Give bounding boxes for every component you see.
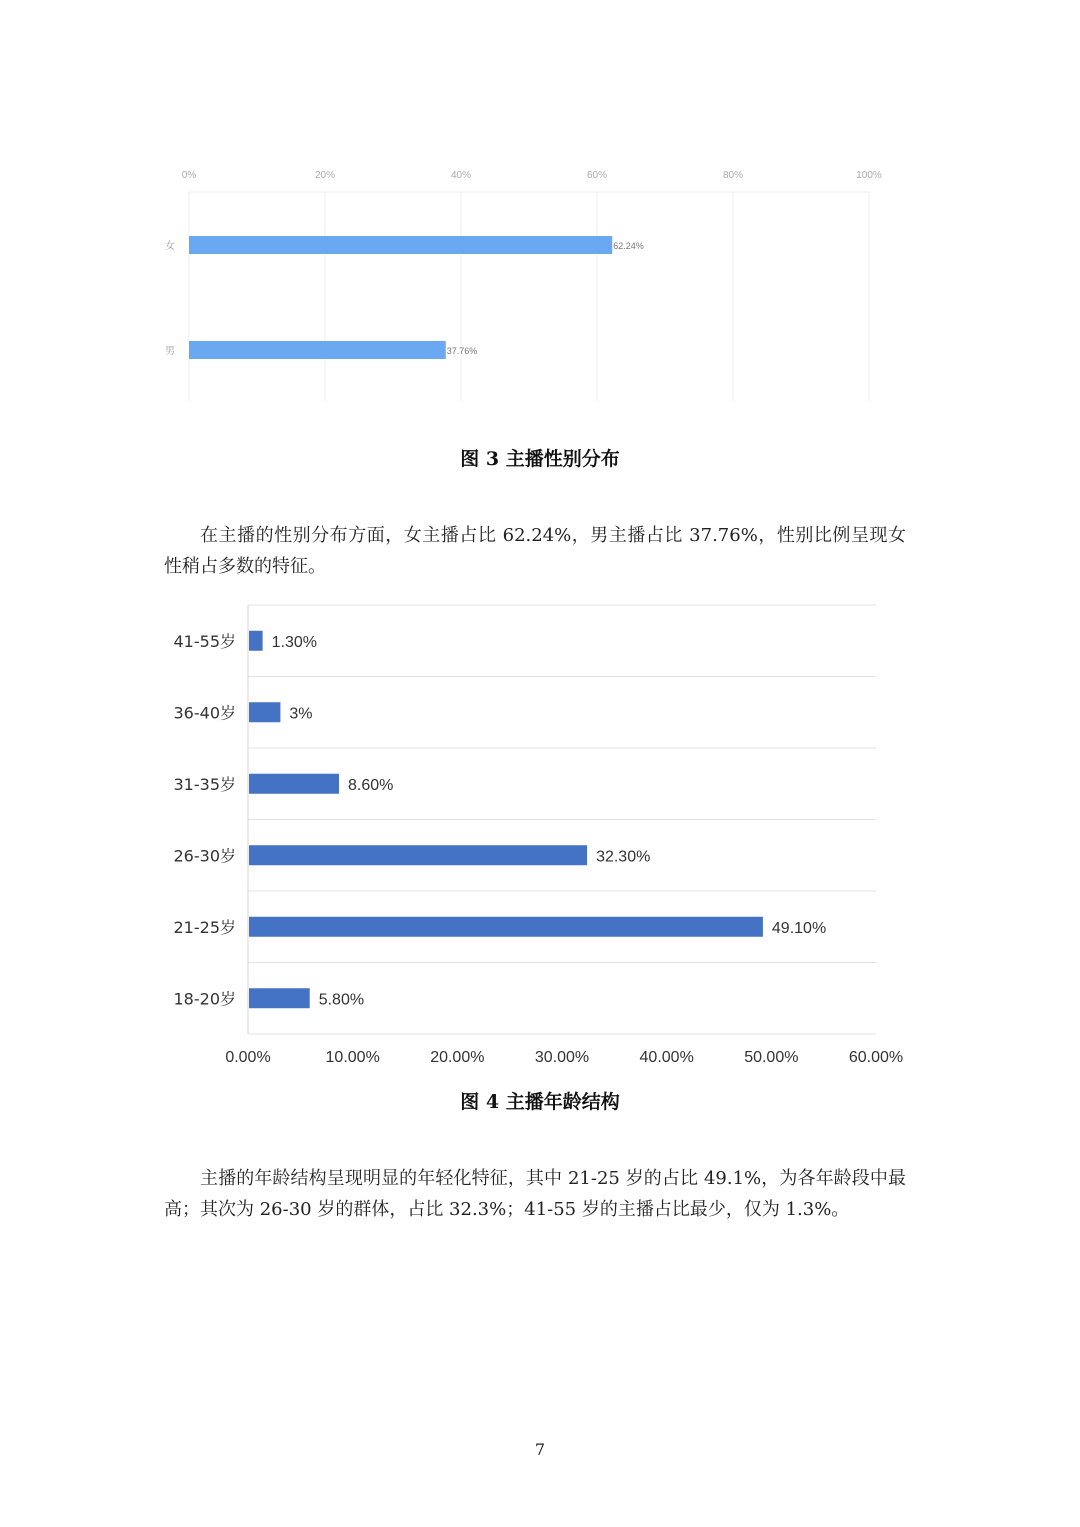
bar-value-label: 3% — [289, 705, 313, 723]
x-tick-label: 0.00% — [225, 1049, 271, 1066]
x-tick-label: 40.00% — [639, 1049, 694, 1066]
bar — [249, 631, 263, 651]
x-tick-label: 50.00% — [744, 1049, 799, 1066]
bar-value-label: 62.24% — [613, 241, 644, 251]
y-category-label: 36-40岁 — [173, 703, 236, 723]
paragraph-gender: 在主播的性别分布方面，女主播占比 62.24%，男主播占比 37.76%，性别比例呈现女性稍占多数的特征。 — [164, 525, 906, 577]
bar — [249, 988, 310, 1008]
bar-value-label: 1.30% — [271, 633, 317, 651]
bar — [249, 702, 280, 722]
bar — [249, 917, 763, 937]
bar — [249, 774, 339, 794]
x-tick-label: 30.00% — [534, 1049, 590, 1066]
bar — [189, 236, 612, 254]
x-tick-label: 0% — [181, 170, 197, 181]
gender-chart-svg — [0, 0, 1080, 420]
x-tick-label: 20% — [314, 170, 336, 181]
y-category-label: 41-55岁 — [173, 631, 236, 651]
bar-value-label: 37.76% — [446, 346, 478, 356]
page-number: 7 — [534, 1440, 546, 1459]
y-category-label: 男 — [165, 346, 175, 357]
x-tick-label: 60.00% — [848, 1049, 904, 1066]
x-tick-label: 20.00% — [430, 1049, 485, 1066]
x-tick-label: 40% — [450, 170, 472, 181]
x-tick-label: 60% — [586, 170, 608, 181]
bar-value-label: 49.10% — [771, 919, 827, 937]
figure-3-caption: 图 3 主播性别分布 — [460, 448, 620, 470]
y-category-label: 18-20岁 — [173, 989, 236, 1009]
gender-chart — [0, 0, 1080, 420]
x-tick-label: 80% — [722, 170, 744, 181]
y-category-label: 31-35岁 — [173, 774, 236, 794]
y-category-label: 女 — [165, 241, 175, 252]
paragraph-age: 主播的年龄结构呈现明显的年轻化特征，其中 21-25 岁的占比 49.1%，为各年龄段中最高；其次为 26-30 岁的群体，占比 32.3%；41-55 岁的主播占比最少，仅为 1.3%。 — [164, 1168, 906, 1220]
x-tick-label: 10.00% — [325, 1049, 380, 1066]
bar-value-label: 32.30% — [596, 848, 651, 866]
y-category-label: 26-30岁 — [173, 846, 236, 866]
age-chart-svg — [0, 590, 1080, 1080]
age-chart — [0, 590, 1080, 1080]
bar-value-label: 5.80% — [318, 991, 365, 1009]
bar — [249, 845, 587, 865]
bar — [189, 341, 446, 359]
bar-value-label: 8.60% — [348, 776, 394, 794]
x-tick-label: 100% — [856, 170, 882, 181]
y-category-label: 21-25岁 — [173, 917, 236, 937]
figure-4-caption: 图 4 主播年龄结构 — [460, 1091, 620, 1113]
